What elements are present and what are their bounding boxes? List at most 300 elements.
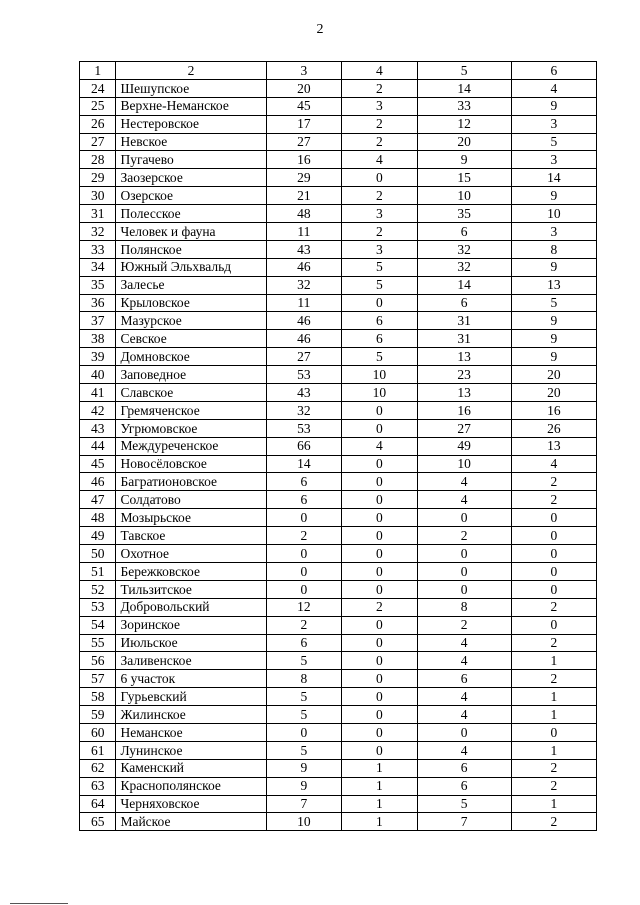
table-row <box>80 509 597 527</box>
table-row <box>80 187 597 205</box>
col-6-value: 20 <box>511 384 596 402</box>
location-name: Гурьевский <box>116 688 266 706</box>
table-row <box>80 723 597 741</box>
row-number: 42 <box>80 401 116 419</box>
row-number: 64 <box>80 795 116 813</box>
row-number: 43 <box>80 419 116 437</box>
col-3-value: 7 <box>266 795 342 813</box>
col-5-value: 4 <box>417 741 511 759</box>
row-number: 30 <box>80 187 116 205</box>
location-name: Заливенское <box>116 652 266 670</box>
data-table <box>79 61 597 831</box>
table-row <box>80 652 597 670</box>
col-6-value: 1 <box>511 706 596 724</box>
col-6-value: 2 <box>511 670 596 688</box>
col-5-value: 33 <box>417 97 511 115</box>
row-number: 24 <box>80 79 116 97</box>
col-4-value: 5 <box>342 348 418 366</box>
row-number: 44 <box>80 437 116 455</box>
location-name: Севское <box>116 330 266 348</box>
table-row <box>80 294 597 312</box>
col-5-value: 0 <box>417 562 511 580</box>
table-row <box>80 688 597 706</box>
table-row <box>80 580 597 598</box>
col-3-value: 43 <box>266 240 342 258</box>
table-row <box>80 616 597 634</box>
col-3-value: 46 <box>266 258 342 276</box>
col-4-value: 2 <box>342 133 418 151</box>
col-4-value: 2 <box>342 187 418 205</box>
table-row <box>80 205 597 223</box>
location-name: Заозерское <box>116 169 266 187</box>
col-5-value: 16 <box>417 401 511 419</box>
col-5-value: 8 <box>417 598 511 616</box>
table-row <box>80 598 597 616</box>
col-4-value: 3 <box>342 240 418 258</box>
row-number: 55 <box>80 634 116 652</box>
col-3-value: 14 <box>266 455 342 473</box>
col-3-value: 11 <box>266 294 342 312</box>
col-5-value: 49 <box>417 437 511 455</box>
col-4-value: 0 <box>342 473 418 491</box>
row-number: 29 <box>80 169 116 187</box>
col-6-value: 9 <box>511 258 596 276</box>
row-number: 48 <box>80 509 116 527</box>
row-number: 31 <box>80 205 116 223</box>
row-number: 59 <box>80 706 116 724</box>
col-6-value: 26 <box>511 419 596 437</box>
location-name: Бережковское <box>116 562 266 580</box>
table-row <box>80 79 597 97</box>
location-name: Новосёловское <box>116 455 266 473</box>
col-3-value: 48 <box>266 205 342 223</box>
table-row <box>80 169 597 187</box>
col-6-value: 8 <box>511 240 596 258</box>
row-number: 49 <box>80 527 116 545</box>
col-4-value: 5 <box>342 276 418 294</box>
location-name: Междуреченское <box>116 437 266 455</box>
location-name: Человек и фауна <box>116 223 266 241</box>
col-4-value: 5 <box>342 258 418 276</box>
row-number: 54 <box>80 616 116 634</box>
col-3-value: 43 <box>266 384 342 402</box>
row-number: 60 <box>80 723 116 741</box>
row-number: 57 <box>80 670 116 688</box>
col-6-value: 4 <box>511 455 596 473</box>
col-4-value: 0 <box>342 616 418 634</box>
col-4-value: 0 <box>342 419 418 437</box>
header-cell-3: 3 <box>266 62 342 80</box>
col-4-value: 10 <box>342 384 418 402</box>
table-row <box>80 813 597 831</box>
col-6-value: 3 <box>511 223 596 241</box>
col-5-value: 0 <box>417 509 511 527</box>
col-3-value: 0 <box>266 580 342 598</box>
col-3-value: 16 <box>266 151 342 169</box>
col-5-value: 13 <box>417 348 511 366</box>
table-row <box>80 741 597 759</box>
table-header-row <box>80 62 597 80</box>
location-name: Крыловское <box>116 294 266 312</box>
col-3-value: 10 <box>266 813 342 831</box>
table-row <box>80 670 597 688</box>
col-5-value: 5 <box>417 795 511 813</box>
row-number: 34 <box>80 258 116 276</box>
col-4-value: 1 <box>342 777 418 795</box>
col-5-value: 10 <box>417 455 511 473</box>
location-name: 6 участок <box>116 670 266 688</box>
col-6-value: 9 <box>511 97 596 115</box>
row-number: 26 <box>80 115 116 133</box>
col-6-value: 2 <box>511 598 596 616</box>
col-4-value: 0 <box>342 562 418 580</box>
col-6-value: 2 <box>511 777 596 795</box>
col-3-value: 8 <box>266 670 342 688</box>
col-6-value: 0 <box>511 580 596 598</box>
col-6-value: 9 <box>511 187 596 205</box>
col-3-value: 5 <box>266 706 342 724</box>
location-name: Зоринское <box>116 616 266 634</box>
col-6-value: 0 <box>511 562 596 580</box>
location-name: Озерское <box>116 187 266 205</box>
col-5-value: 6 <box>417 777 511 795</box>
col-5-value: 2 <box>417 616 511 634</box>
row-number: 47 <box>80 491 116 509</box>
col-3-value: 21 <box>266 187 342 205</box>
col-6-value: 1 <box>511 795 596 813</box>
col-4-value: 3 <box>342 205 418 223</box>
col-6-value: 3 <box>511 115 596 133</box>
col-6-value: 10 <box>511 205 596 223</box>
col-6-value: 0 <box>511 616 596 634</box>
table-row <box>80 706 597 724</box>
location-name: Невское <box>116 133 266 151</box>
col-3-value: 2 <box>266 527 342 545</box>
col-5-value: 4 <box>417 491 511 509</box>
col-4-value: 2 <box>342 79 418 97</box>
location-name: Полянское <box>116 240 266 258</box>
col-6-value: 13 <box>511 437 596 455</box>
location-name: Южный Эльхвальд <box>116 258 266 276</box>
table-row <box>80 795 597 813</box>
col-3-value: 9 <box>266 777 342 795</box>
col-4-value: 0 <box>342 169 418 187</box>
table-row <box>80 366 597 384</box>
col-3-value: 27 <box>266 133 342 151</box>
col-4-value: 0 <box>342 455 418 473</box>
col-3-value: 2 <box>266 616 342 634</box>
col-6-value: 1 <box>511 688 596 706</box>
col-5-value: 4 <box>417 706 511 724</box>
location-name: Верхне-Неманское <box>116 97 266 115</box>
col-5-value: 27 <box>417 419 511 437</box>
col-6-value: 0 <box>511 509 596 527</box>
col-3-value: 27 <box>266 348 342 366</box>
header-cell-2: 2 <box>116 62 266 80</box>
col-3-value: 32 <box>266 401 342 419</box>
col-4-value: 4 <box>342 151 418 169</box>
header-cell-4: 4 <box>342 62 418 80</box>
col-5-value: 0 <box>417 723 511 741</box>
location-name: Солдатово <box>116 491 266 509</box>
row-number: 51 <box>80 562 116 580</box>
col-4-value: 0 <box>342 670 418 688</box>
location-name: Шешупское <box>116 79 266 97</box>
col-3-value: 9 <box>266 759 342 777</box>
col-4-value: 0 <box>342 723 418 741</box>
col-3-value: 0 <box>266 562 342 580</box>
col-6-value: 0 <box>511 527 596 545</box>
col-4-value: 0 <box>342 706 418 724</box>
col-4-value: 6 <box>342 312 418 330</box>
location-name: Залесье <box>116 276 266 294</box>
location-name: Полесское <box>116 205 266 223</box>
col-5-value: 31 <box>417 312 511 330</box>
col-4-value: 0 <box>342 491 418 509</box>
row-number: 35 <box>80 276 116 294</box>
col-5-value: 31 <box>417 330 511 348</box>
col-5-value: 4 <box>417 473 511 491</box>
row-number: 63 <box>80 777 116 795</box>
col-5-value: 6 <box>417 294 511 312</box>
location-name: Каменский <box>116 759 266 777</box>
col-5-value: 15 <box>417 169 511 187</box>
location-name: Жилинское <box>116 706 266 724</box>
table-row <box>80 312 597 330</box>
row-number: 41 <box>80 384 116 402</box>
col-6-value: 2 <box>511 634 596 652</box>
col-6-value: 2 <box>511 473 596 491</box>
row-number: 58 <box>80 688 116 706</box>
location-name: Неманское <box>116 723 266 741</box>
col-4-value: 6 <box>342 330 418 348</box>
location-name: Лунинское <box>116 741 266 759</box>
col-5-value: 13 <box>417 384 511 402</box>
table-body <box>80 62 597 831</box>
col-5-value: 6 <box>417 223 511 241</box>
col-4-value: 0 <box>342 741 418 759</box>
location-name: Тавское <box>116 527 266 545</box>
col-5-value: 10 <box>417 187 511 205</box>
col-6-value: 9 <box>511 330 596 348</box>
row-number: 39 <box>80 348 116 366</box>
row-number: 50 <box>80 545 116 563</box>
col-6-value: 14 <box>511 169 596 187</box>
col-5-value: 14 <box>417 276 511 294</box>
table-row <box>80 240 597 258</box>
col-4-value: 10 <box>342 366 418 384</box>
row-number: 36 <box>80 294 116 312</box>
col-5-value: 4 <box>417 652 511 670</box>
page-number: 2 <box>316 22 324 37</box>
col-6-value: 9 <box>511 312 596 330</box>
footer-divider <box>10 903 68 904</box>
col-4-value: 2 <box>342 115 418 133</box>
col-4-value: 2 <box>342 598 418 616</box>
table-row <box>80 348 597 366</box>
col-4-value: 2 <box>342 223 418 241</box>
row-number: 62 <box>80 759 116 777</box>
table-row <box>80 97 597 115</box>
col-5-value: 6 <box>417 759 511 777</box>
table-row <box>80 384 597 402</box>
row-number: 52 <box>80 580 116 598</box>
location-name: Добровольский <box>116 598 266 616</box>
col-6-value: 2 <box>511 759 596 777</box>
table-row <box>80 330 597 348</box>
location-name: Заповедное <box>116 366 266 384</box>
table-row <box>80 545 597 563</box>
row-number: 28 <box>80 151 116 169</box>
col-5-value: 32 <box>417 258 511 276</box>
header-cell-6: 6 <box>511 62 596 80</box>
col-3-value: 53 <box>266 419 342 437</box>
col-3-value: 46 <box>266 330 342 348</box>
location-name: Июльское <box>116 634 266 652</box>
row-number: 25 <box>80 97 116 115</box>
location-name: Охотное <box>116 545 266 563</box>
row-number: 65 <box>80 813 116 831</box>
row-number: 40 <box>80 366 116 384</box>
col-3-value: 32 <box>266 276 342 294</box>
row-number: 37 <box>80 312 116 330</box>
col-4-value: 0 <box>342 652 418 670</box>
col-6-value: 3 <box>511 151 596 169</box>
col-5-value: 7 <box>417 813 511 831</box>
location-name: Майское <box>116 813 266 831</box>
col-6-value: 0 <box>511 545 596 563</box>
col-3-value: 29 <box>266 169 342 187</box>
col-4-value: 0 <box>342 688 418 706</box>
row-number: 56 <box>80 652 116 670</box>
location-name: Угрюмовское <box>116 419 266 437</box>
location-name: Славское <box>116 384 266 402</box>
col-4-value: 0 <box>342 527 418 545</box>
location-name: Краснополянское <box>116 777 266 795</box>
row-number: 33 <box>80 240 116 258</box>
table-row <box>80 223 597 241</box>
table-row <box>80 634 597 652</box>
col-3-value: 46 <box>266 312 342 330</box>
col-6-value: 9 <box>511 348 596 366</box>
table-row <box>80 133 597 151</box>
col-5-value: 14 <box>417 79 511 97</box>
col-4-value: 0 <box>342 294 418 312</box>
col-5-value: 4 <box>417 688 511 706</box>
col-6-value: 4 <box>511 79 596 97</box>
col-5-value: 6 <box>417 670 511 688</box>
col-4-value: 0 <box>342 545 418 563</box>
table-row <box>80 258 597 276</box>
col-3-value: 5 <box>266 741 342 759</box>
col-4-value: 0 <box>342 509 418 527</box>
col-5-value: 23 <box>417 366 511 384</box>
col-4-value: 0 <box>342 634 418 652</box>
col-6-value: 2 <box>511 491 596 509</box>
col-4-value: 0 <box>342 580 418 598</box>
table-row <box>80 419 597 437</box>
row-number: 32 <box>80 223 116 241</box>
row-number: 27 <box>80 133 116 151</box>
location-name: Пугачево <box>116 151 266 169</box>
col-3-value: 5 <box>266 688 342 706</box>
header-cell-1: 1 <box>80 62 116 80</box>
location-name: Мазурское <box>116 312 266 330</box>
table-row <box>80 276 597 294</box>
col-3-value: 6 <box>266 473 342 491</box>
col-5-value: 20 <box>417 133 511 151</box>
col-3-value: 0 <box>266 545 342 563</box>
col-5-value: 9 <box>417 151 511 169</box>
table-row <box>80 401 597 419</box>
table-row <box>80 491 597 509</box>
col-5-value: 12 <box>417 115 511 133</box>
table-row <box>80 562 597 580</box>
col-6-value: 5 <box>511 133 596 151</box>
table-row <box>80 777 597 795</box>
col-3-value: 66 <box>266 437 342 455</box>
table-row <box>80 115 597 133</box>
col-6-value: 2 <box>511 813 596 831</box>
col-4-value: 4 <box>342 437 418 455</box>
col-5-value: 0 <box>417 580 511 598</box>
table-row <box>80 455 597 473</box>
col-6-value: 20 <box>511 366 596 384</box>
col-5-value: 32 <box>417 240 511 258</box>
location-name: Тильзитское <box>116 580 266 598</box>
col-4-value: 3 <box>342 97 418 115</box>
col-5-value: 35 <box>417 205 511 223</box>
col-4-value: 0 <box>342 401 418 419</box>
location-name: Нестеровское <box>116 115 266 133</box>
location-name: Багратионовское <box>116 473 266 491</box>
col-3-value: 45 <box>266 97 342 115</box>
col-3-value: 0 <box>266 723 342 741</box>
row-number: 45 <box>80 455 116 473</box>
location-name: Гремяченское <box>116 401 266 419</box>
location-name: Домновское <box>116 348 266 366</box>
col-3-value: 0 <box>266 509 342 527</box>
location-name: Мозырьское <box>116 509 266 527</box>
col-4-value: 1 <box>342 795 418 813</box>
col-6-value: 1 <box>511 741 596 759</box>
col-3-value: 6 <box>266 634 342 652</box>
col-3-value: 20 <box>266 79 342 97</box>
header-cell-5: 5 <box>417 62 511 80</box>
col-5-value: 4 <box>417 634 511 652</box>
col-5-value: 0 <box>417 545 511 563</box>
location-name: Черняховское <box>116 795 266 813</box>
col-6-value: 13 <box>511 276 596 294</box>
col-6-value: 1 <box>511 652 596 670</box>
col-4-value: 1 <box>342 759 418 777</box>
col-3-value: 12 <box>266 598 342 616</box>
col-3-value: 11 <box>266 223 342 241</box>
row-number: 53 <box>80 598 116 616</box>
table-row <box>80 437 597 455</box>
row-number: 38 <box>80 330 116 348</box>
col-5-value: 2 <box>417 527 511 545</box>
col-3-value: 17 <box>266 115 342 133</box>
col-3-value: 53 <box>266 366 342 384</box>
col-3-value: 6 <box>266 491 342 509</box>
col-6-value: 0 <box>511 723 596 741</box>
table-row <box>80 473 597 491</box>
row-number: 61 <box>80 741 116 759</box>
row-number: 46 <box>80 473 116 491</box>
col-6-value: 5 <box>511 294 596 312</box>
col-6-value: 16 <box>511 401 596 419</box>
